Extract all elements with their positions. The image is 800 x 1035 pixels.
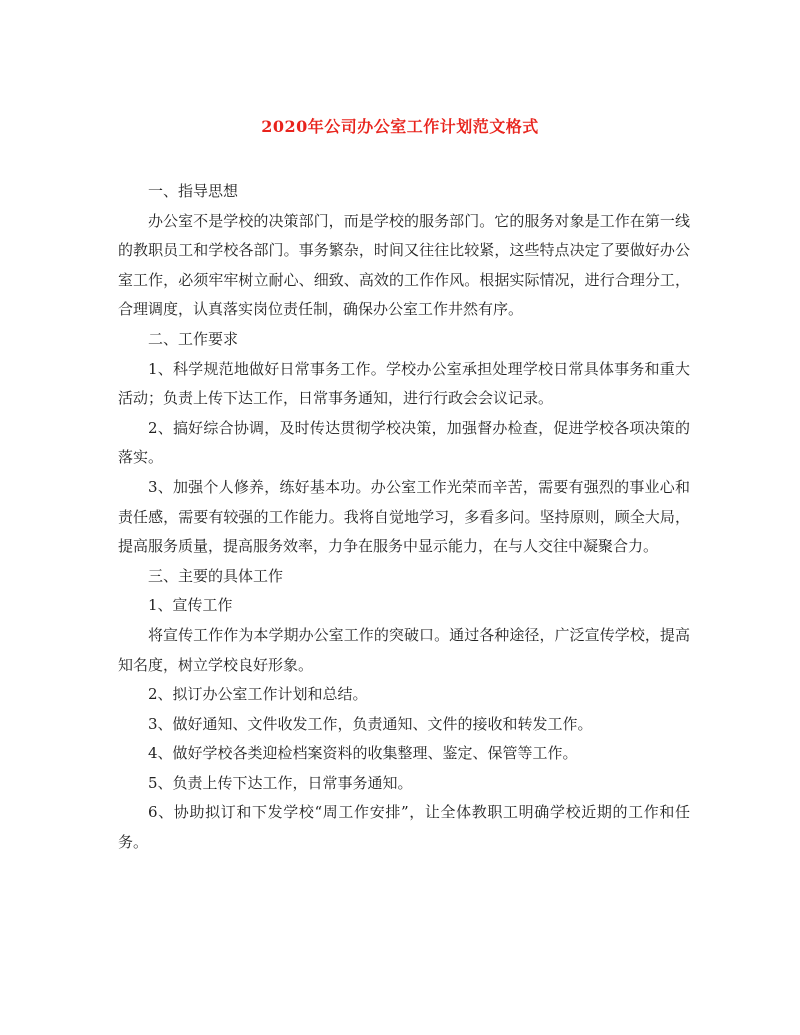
paragraph-work-item-5: 5、负责上传下达工作，日常事务通知。 xyxy=(148,773,413,792)
paragraph-work-item-6: 6、协助拟订和下发学校“周工作安排”，让全体教职工明确学校近期的工作和任务。 xyxy=(118,803,690,852)
section-heading-work-requirements: 二、工作要求 xyxy=(148,329,239,348)
document-title: 2020年公司办公室工作计划范文格式 xyxy=(261,117,539,136)
subheading-publicity-work: 1、宣传工作 xyxy=(148,596,233,615)
paragraph-requirement-3: 3、加强个人修养，练好基本功。办公室工作光荣而辛苦，需要有强烈的事业心和责任感，需要有较强的工作能力。我将自觉地学习，多看多问。坚持原则，顾全大局，提高服务质量，提高服务效率，力争在服务中显示能力，在与人交往中凝聚合力。 xyxy=(118,477,690,556)
document-body xyxy=(118,177,690,858)
paragraph-requirement-1: 1、科学规范地做好日常事务工作。学校办公室承担处理学校日常具体事务和重大活动；负责上传下达工作，日常事务通知，进行行政会会议记录。 xyxy=(118,359,690,408)
paragraph-requirement-2: 2、搞好综合协调，及时传达贯彻学校决策，加强督办检查，促进学校各项决策的落实。 xyxy=(118,418,690,467)
paragraph-office-role: 办公室不是学校的决策部门，而是学校的服务部门。它的服务对象是工作在第一线的教职员工和学校各部门。事务繁杂，时间又往往比较紧，这些特点决定了要做好办公室工作，必须牢牢树立耐心、细致、高效的工作作风。根据实际情况，进行合理分工，合理调度，认真落实岗位责任制，确保办公室工作井然有序。 xyxy=(118,211,690,319)
paragraph-work-item-3: 3、做好通知、文件收发工作，负责通知、文件的接收和转发工作。 xyxy=(148,714,593,733)
section-heading-specific-work: 三、主要的具体工作 xyxy=(148,566,284,585)
section-heading-guiding-ideology: 一、指导思想 xyxy=(148,182,239,200)
paragraph-work-item-4: 4、做好学校各类迎检档案资料的收集整理、鉴定、保管等工作。 xyxy=(148,744,578,763)
paragraph-publicity-work: 将宣传工作作为本学期办公室工作的突破口。通过各种途径，广泛宣传学校，提高知名度，树立学校良好形象。 xyxy=(118,625,690,674)
paragraph-work-item-2: 2、拟订办公室工作计划和总结。 xyxy=(148,685,368,704)
